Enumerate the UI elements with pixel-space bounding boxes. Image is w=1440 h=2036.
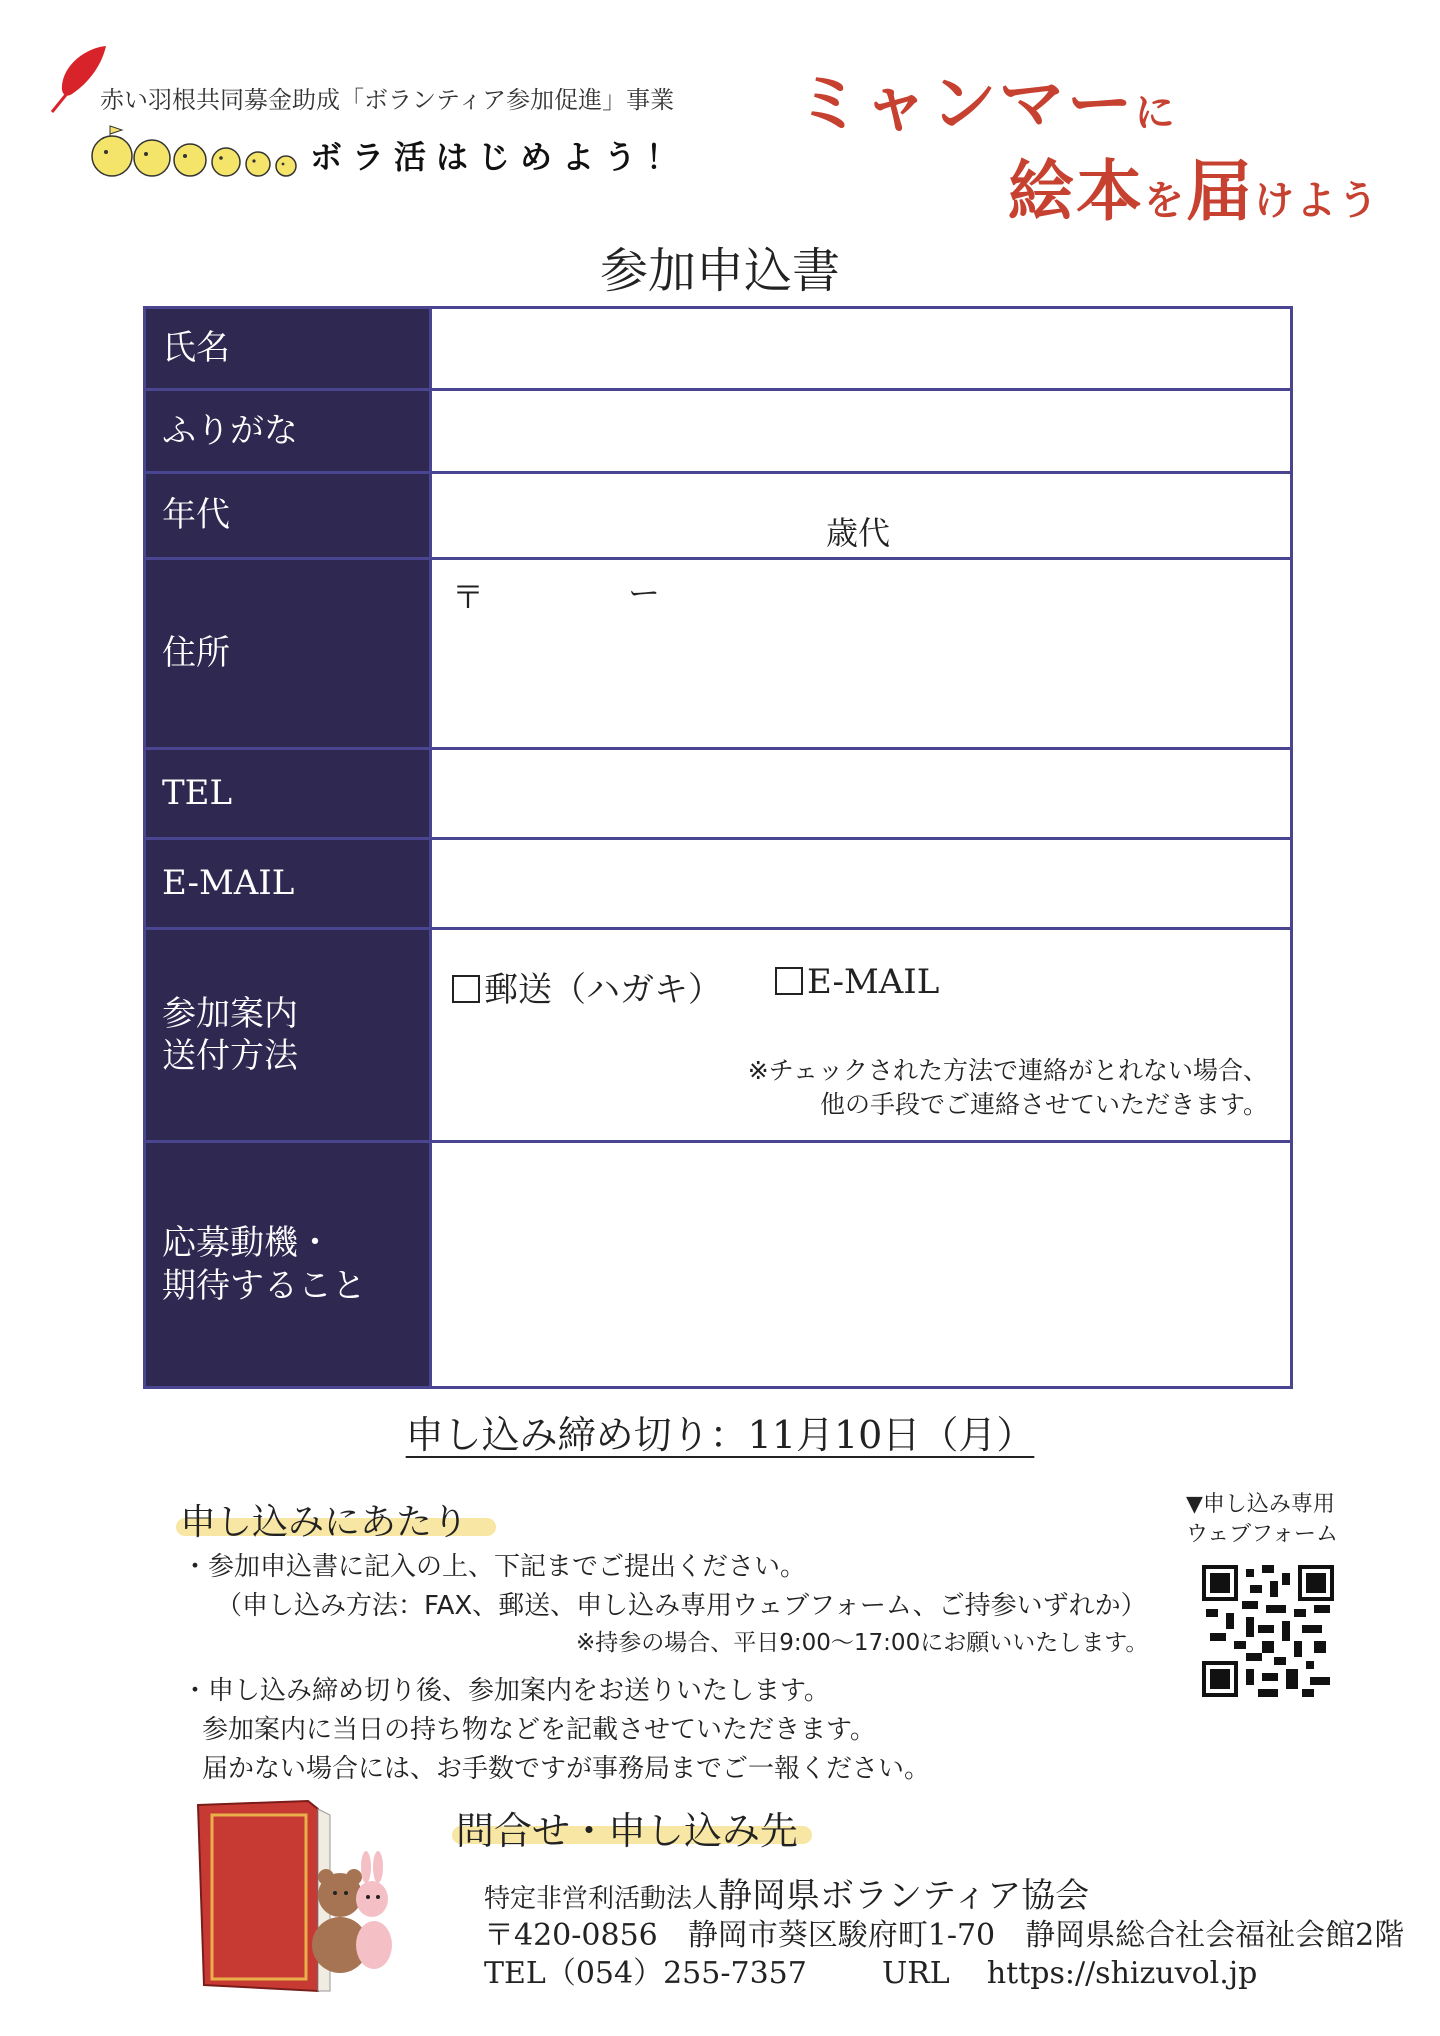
instruction-2: ・申し込み締め切り後、参加案内をお送りいたします。 参加案内に当日の持ち物などを記載させていただきます。 届かない場合には、お手数ですが事務局までご一報ください。 <box>182 1676 931 1784</box>
contact-title: 問合せ・申し込み先 <box>456 1809 799 1853</box>
label-age: 年代 <box>145 473 431 559</box>
email-field[interactable] <box>431 839 1292 929</box>
label-email: E-MAIL <box>145 839 431 929</box>
application-form <box>143 306 1293 1389</box>
label-furigana: ふりがな <box>145 390 431 473</box>
chicks-icon <box>90 124 300 182</box>
delivery-method-field <box>431 929 1292 1142</box>
label-name: 氏名 <box>145 308 431 390</box>
slogan: ボラ活はじめよう！ <box>310 138 689 176</box>
contact-line <box>484 1948 1257 1992</box>
label-delivery-method: 参加案内 送付方法 <box>145 929 431 1142</box>
organization: 特定非営利活動法人静岡県ボランティア協会 <box>484 1876 1090 1916</box>
label-address: 住所 <box>145 559 431 749</box>
form-title: 参加申込書 <box>599 243 840 299</box>
furigana-field[interactable] <box>431 390 1292 473</box>
tel: TEL（054）255-7357 <box>484 1956 807 1991</box>
website-link[interactable]: https://shizuvol.jp <box>986 1956 1258 1991</box>
label-motivation: 応募動機・ 期待すること <box>145 1142 431 1388</box>
qr-code-icon[interactable] <box>1202 1565 1334 1697</box>
age-field[interactable] <box>431 473 1292 559</box>
program-name: 赤い羽根共同募金助成「ボランティア参加促進」事業 <box>100 86 675 114</box>
checkbox-postal[interactable] <box>452 975 480 1003</box>
tel-field[interactable] <box>431 749 1292 839</box>
url-label: URL <box>881 1956 950 1991</box>
postal-dash: ー <box>628 574 661 612</box>
instruction-1: ・参加申込書に記入の上、下記までご提出ください。 （申し込み方法：FAX、郵送、申し込み専用ウェブフォーム、ご持参いずれか） ※持参の場合、平日9:00～17:00にお願いいたします。 <box>182 1552 1149 1656</box>
address-field[interactable] <box>431 559 1292 749</box>
instructions-title: 申し込みにあたり <box>180 1502 469 1543</box>
label-tel: TEL <box>145 749 431 839</box>
age-unit: 歳代 <box>826 514 891 552</box>
picture-book-icon <box>190 1795 400 1995</box>
qr-caption: ▼申し込み専用 ウェブフォーム <box>1186 1492 1339 1547</box>
option-postal-mail[interactable]: 郵送（ハガキ） <box>452 962 722 1011</box>
deadline: 申し込み締め切り：11月10日（月） <box>405 1413 1035 1457</box>
motivation-field[interactable] <box>431 1142 1292 1388</box>
name-field[interactable] <box>431 308 1292 390</box>
address: 〒420-0856 静岡市葵区駿府町1-70 静岡県総合社会福祉会館2階 <box>484 1918 1405 1953</box>
headline-line1: ミャンマーに <box>796 65 1177 142</box>
headline-line2: 絵本を届けよう <box>1008 153 1380 230</box>
postal-mark: 〒 <box>452 578 485 616</box>
checkbox-email[interactable] <box>775 967 803 995</box>
delivery-note: ※チェックされた方法で連絡がとれない場合、 他の手段でご連絡させていただきます。 <box>747 1056 1268 1119</box>
option-email[interactable]: E-MAIL <box>775 962 939 1002</box>
